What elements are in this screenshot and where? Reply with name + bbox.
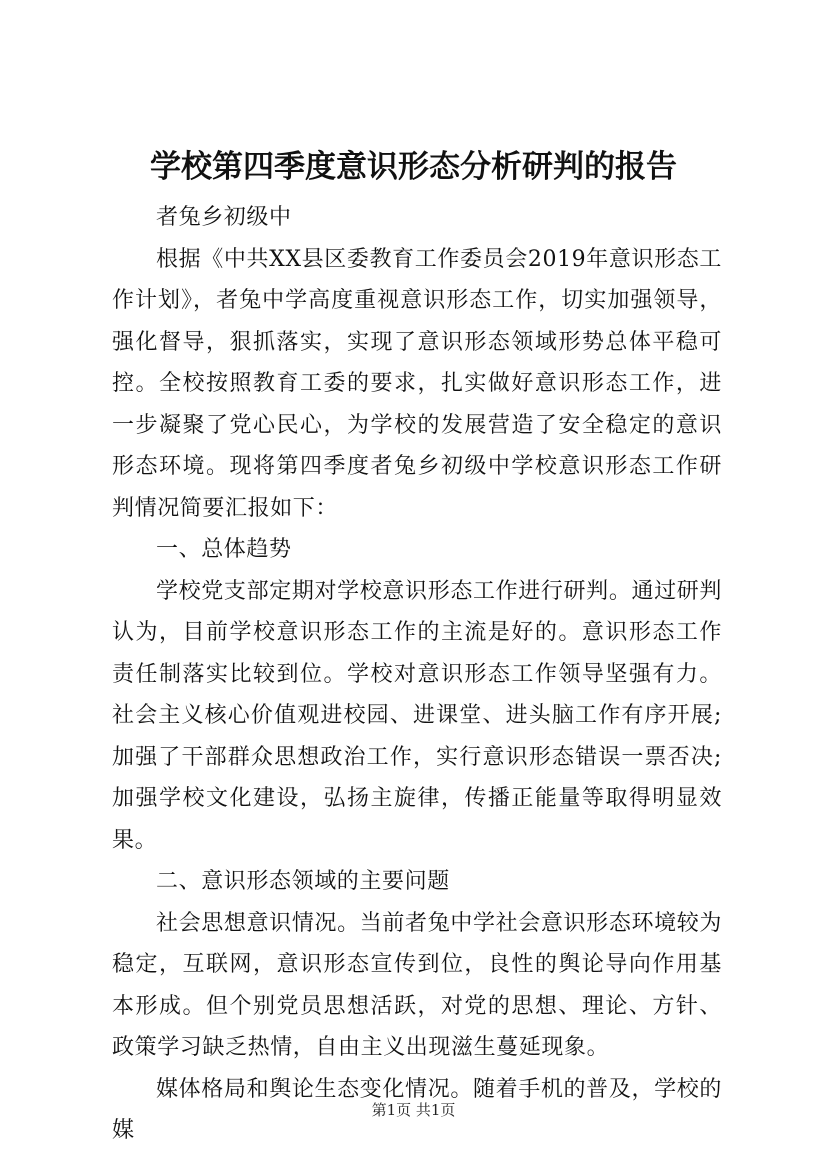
- paragraph-media: 媒体格局和舆论生态变化情况。随着手机的普及，学校的媒: [112, 1076, 722, 1143]
- document-body: [112, 197, 722, 1152]
- author-line: 者兔乡初级中: [156, 205, 292, 230]
- paragraph-intro: 根据《中共XX县区委教育工作委员会2019年意识形态工作计划》，者兔中学高度重视意识形态工作，切实加强领导，强化督导，狠抓落实，实现了意识形态领域形势总体平稳可控。全校按照教育工委的要求，扎实做好意识形态工作，进一步凝聚了党心民心，为学校的发展营造了安全稳定的意识形态环境。现将第四季度者兔乡初级中学校意识形态工作研判情况简要汇报如下：: [112, 246, 722, 521]
- section-heading-1: 一、总体趋势: [156, 537, 292, 562]
- section-heading-2: 二、意识形态领域的主要问题: [156, 869, 450, 894]
- document-title: 学校第四季度意识形态分析研判的报告: [150, 149, 677, 185]
- paragraph-overall-trend: 学校党支部定期对学校意识形态工作进行研判。通过研判认为，目前学校意识形态工作的主流是好的。意识形态工作责任制落实比较到位。学校对意识形态工作领导坚强有力。社会主义核心价值观进校园、进课堂、进头脑工作有序开展;加强了干部群众思想政治工作，实行意识形态错误一票否决;加强学校文化建设，弘扬主旋律，传播正能量等取得明显效果。: [112, 578, 722, 853]
- paragraph-social-thought: 社会思想意识情况。当前者兔中学社会意识形态环境较为稳定，互联网，意识形态宣传到位，良性的舆论导向作用基本形成。但个别党员思想活跃，对党的思想、理论、方针、政策学习缺乏热情，自由主义出现滋生蔓延现象。: [112, 910, 722, 1060]
- page-number: 第1页 共1页: [371, 1101, 456, 1119]
